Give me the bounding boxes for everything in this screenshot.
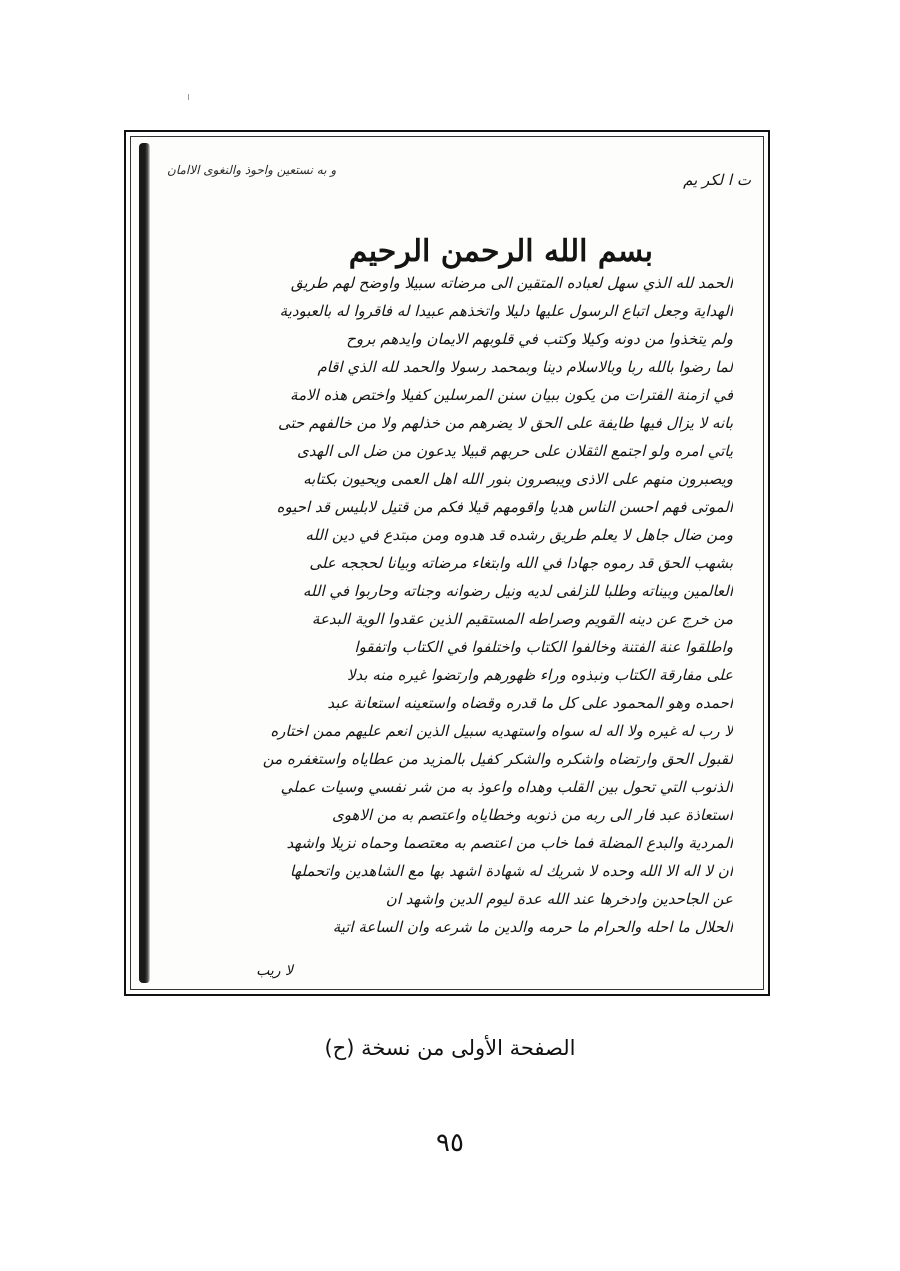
catchword: لا ريب bbox=[256, 963, 293, 979]
registration-mark bbox=[188, 94, 189, 100]
manuscript-line: الحمد لله الذي سهل لعباده المتقين الى مرضاته سبيلا واوضح لهم طريق bbox=[290, 274, 733, 292]
manuscript-line: ومن ضال جاهل لا يعلم طريق رشده قد هدوه ومن مبتدع في دين الله bbox=[305, 526, 733, 544]
manuscript-line: الموتى فهم احسن الناس هديا واقومهم قيلا فكم من قتيل لابليس قد احيوه bbox=[276, 498, 733, 516]
manuscript-line: عن الجاحدين وادخرها عند الله عدة ليوم الدين واشهد ان bbox=[385, 890, 733, 908]
manuscript-line: ان لا اله الا الله وحده لا شريك له شهادة اشهد بها مع الشاهدين واتحملها bbox=[289, 862, 733, 880]
manuscript-line: ويصبرون منهم على الاذى ويبصرون بنور الله اهل العمى ويحيون بكتابه bbox=[303, 470, 733, 488]
manuscript-line: على مفارقة الكتاب ونبذوه وراء ظهورهم وارتضوا غيره منه بدلا bbox=[346, 666, 733, 684]
manuscript-line: واطلقوا عنة الفتنة وخالفوا الكتاب واختلفوا في الكتاب واتفقوا bbox=[354, 638, 733, 656]
manuscript-line: في ازمنة الفترات من يكون ببيان سنن المرسلين كفيلا واختص هذه الامة bbox=[290, 386, 733, 404]
manuscript-line: استعاذة عبد فار الى ربه من ذنوبه وخطاياه واعتصم به من الاهوى bbox=[331, 806, 733, 824]
figure-caption: الصفحة الأولى من نسخة (ح) bbox=[324, 1036, 576, 1060]
manuscript-line: من خرج عن دينه القويم وصراطه المستقيم الذين عقدوا الوية البدعة bbox=[311, 610, 733, 628]
marginal-note-right: ت ا لكر يم bbox=[683, 171, 751, 189]
marginal-note-left: و به نستعين واحوذ والنغوى الاامان bbox=[167, 163, 337, 177]
basmala: بسم الله الرحمن الرحيم bbox=[348, 234, 653, 269]
binding-margin bbox=[139, 143, 150, 983]
manuscript-line: المردية والبدع المضلة فما خاب من اعتصم به معتصما وحماه نزيلا واشهد bbox=[286, 834, 733, 852]
manuscript-line: ولم يتخذوا من دونه وكيلا وكتب في قلوبهم الايمان وايدهم بروح bbox=[346, 330, 733, 348]
manuscript-line: العالمين وبيناته وطلبا للزلفى لديه ونيل رضوانه وجناته وحاربوا في الله bbox=[302, 582, 733, 600]
manuscript-line: لقبول الحق وارتضاه واشكره والشكر كفيل بالمزيد من عطاياه واستغفره من bbox=[262, 750, 733, 768]
manuscript-line: ياتي امره ولو اجتمع الثقلان على حربهم قبيلا يدعون من ضل الى الهدى bbox=[296, 442, 733, 460]
manuscript-line: لما رضوا بالله ربا وبالاسلام دينا وبمحمد رسولا والحمد لله الذي اقام bbox=[317, 358, 733, 376]
manuscript-line: لا رب له غيره ولا اله له سواه واستهديه سبيل الذين انعم عليهم ممن اختاره bbox=[270, 722, 733, 740]
manuscript-line: الذنوب التي تحول بين القلب وهداه واعوذ به من شر نفسي وسيات عملي bbox=[280, 778, 733, 796]
manuscript-line: الهداية وجعل اتباع الرسول عليها دليلا واتخذهم عبيدا له فاقروا له بالعبودية bbox=[279, 302, 733, 320]
manuscript-line: بانه لا يزال فيها طايفة على الحق لا يضرهم من خذلهم ولا من خالفهم حتى bbox=[277, 414, 733, 432]
manuscript-line: احمده وهو المحمود على كل ما قدره وقضاه واستعينه استعانة عبد bbox=[327, 694, 733, 712]
manuscript-line: الحلال ما احله والحرام ما حرمه والدين ما شرعه وان الساعة اتية bbox=[332, 918, 733, 936]
manuscript-line: بشهب الحق قد رموه جهادا في الله وابتغاء مرضاته وبيانا لحججه على bbox=[309, 554, 733, 572]
page-number: ٩٥ bbox=[436, 1128, 464, 1158]
manuscript-image bbox=[130, 136, 764, 990]
